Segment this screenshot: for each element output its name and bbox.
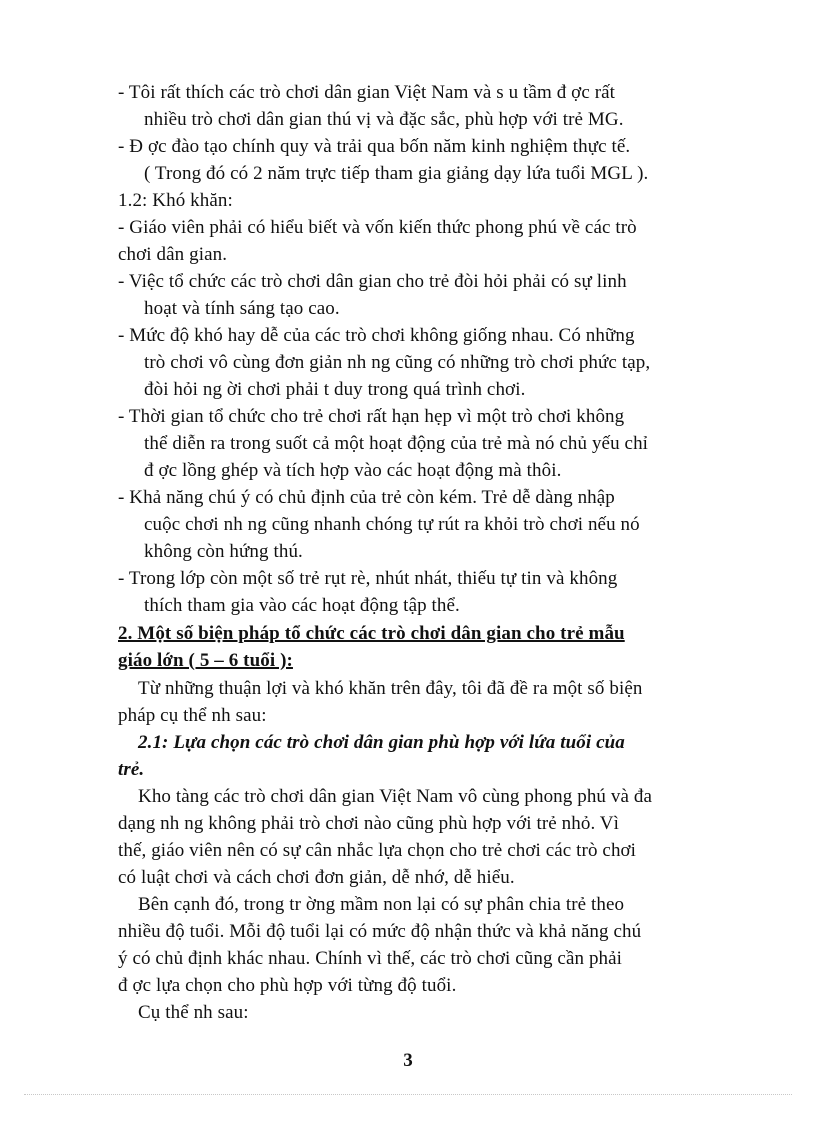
text-line: ý có chủ định khác nhau. Chính vì thế, các trò chơi cũng cần phải <box>118 948 623 969</box>
text-line: thể diễn ra trong suốt cả một hoạt động của trẻ mà nó chủ yếu chỉ <box>144 433 649 454</box>
text-line: Từ những thuận lợi và khó khăn trên đây, tôi đã đề ra một số biện <box>138 678 643 699</box>
text-line: nhiều độ tuổi. Mỗi độ tuổi lại có mức độ nhận thức và khả năng chú <box>118 921 642 942</box>
text-line: đ ợc lựa chọn cho phù hợp với từng độ tuổi. <box>118 975 457 996</box>
text-line: không còn hứng thú. <box>144 541 303 562</box>
text-line: hoạt và tính sáng tạo cao. <box>144 298 340 319</box>
text-line: ( Trong đó có 2 năm trực tiếp tham gia giảng dạy lứa tuổi MGL ). <box>144 163 649 184</box>
text-line: Kho tàng các trò chơi dân gian Việt Nam vô cùng phong phú và đa <box>138 786 653 807</box>
text-line: đòi hỏi ng ời chơi phải t duy trong quá trình chơi. <box>144 379 526 400</box>
text-line: thích tham gia vào các hoạt động tập thể. <box>144 595 460 616</box>
section-heading: 2. Một số biện pháp tổ chức các trò chơi dân gian cho trẻ mẫu <box>118 623 625 644</box>
text-line: Cụ thể nh sau: <box>138 1002 249 1023</box>
text-line: - Việc tổ chức các trò chơi dân gian cho trẻ đòi hỏi phải có sự linh <box>118 271 627 292</box>
text-line: - Mức độ khó hay dễ của các trò chơi không giống nhau. Có những <box>118 325 635 346</box>
page-number: 3 <box>403 1050 413 1071</box>
subsection-heading: trẻ. <box>118 759 145 780</box>
text-line: nhiều trò chơi dân gian thú vị và đặc sắc, phù hợp với trẻ MG. <box>144 109 624 130</box>
text-line: thế, giáo viên nên có sự cân nhắc lựa chọn cho trẻ chơi các trò chơi <box>118 840 637 861</box>
text-line: - Khả năng chú ý có chủ định của trẻ còn kém. Trẻ dễ dàng nhập <box>118 487 615 508</box>
section-heading: giáo lớn ( 5 – 6 tuổi ): <box>118 650 293 671</box>
text-line: trò chơi vô cùng đơn giản nh ng cũng có những trò chơi phức tạp, <box>144 352 651 373</box>
text-line: dạng nh ng không phải trò chơi nào cũng phù hợp với trẻ nhỏ. Vì <box>118 813 619 834</box>
text-line: cuộc chơi nh ng cũng nhanh chóng tự rút ra khỏi trò chơi nếu nó <box>144 514 640 535</box>
text-line: có luật chơi và cách chơi đơn giản, dễ nhớ, dễ hiểu. <box>118 867 515 888</box>
subsection-heading: 2.1: Lựa chọn các trò chơi dân gian phù hợp với lứa tuổi của <box>138 732 625 753</box>
text-line: Bên cạnh đó, trong tr ờng mầm non lại có sự phân chia trẻ theo <box>138 894 625 915</box>
text-line: chơi dân gian. <box>118 244 228 265</box>
text-line: đ ợc lồng ghép và tích hợp vào các hoạt động mà thôi. <box>144 460 562 481</box>
section-label: 1.2: Khó khăn: <box>118 190 233 211</box>
text-line: - Giáo viên phải có hiểu biết và vốn kiến thức phong phú về các trò <box>118 217 637 238</box>
text-line: - Tôi rất thích các trò chơi dân gian Việt Nam và s u tầm đ ợc rất <box>118 82 616 103</box>
text-line: - Trong lớp còn một số trẻ rụt rè, nhút nhát, thiếu tự tin và không <box>118 568 618 589</box>
text-line: - Đ ợc đào tạo chính quy và trải qua bốn năm kinh nghiệm thực tế. <box>118 136 631 157</box>
text-line: - Thời gian tổ chức cho trẻ chơi rất hạn hẹp vì một trò chơi không <box>118 406 625 427</box>
text-line: pháp cụ thể nh sau: <box>118 705 267 726</box>
footer-divider <box>24 1094 792 1095</box>
